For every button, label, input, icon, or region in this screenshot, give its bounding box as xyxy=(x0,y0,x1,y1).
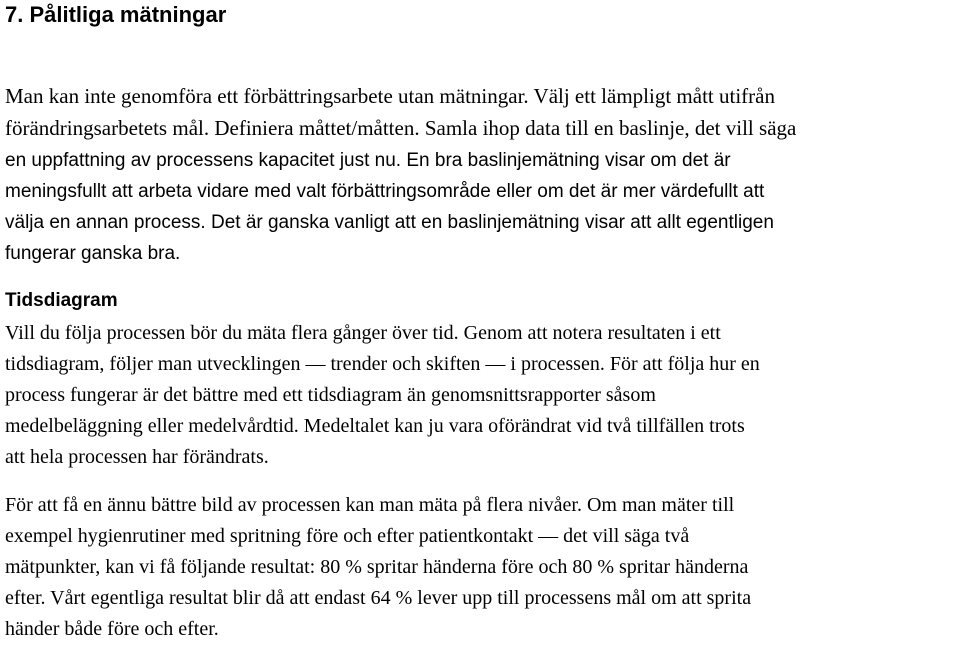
intro-paragraph xyxy=(5,81,955,269)
levels-line: För att få en ännu bättre bild av processen kan man mäta på flera nivåer. Om man mäter till xyxy=(5,494,735,516)
intro-line xyxy=(5,145,955,176)
intro-text: fungerar ganska bra. xyxy=(5,243,181,264)
intro-text: meningsfullt att arbeta vidare med valt förbättringsområde eller om det är mer värdefullt att xyxy=(5,181,765,202)
intro-line xyxy=(5,113,955,145)
timeline-line: tidsdiagram, följer man utvecklingen — trender och skiften — i processen. För att följa hur en xyxy=(5,353,760,375)
intro-line xyxy=(5,207,955,238)
levels-line: händer både före och efter. xyxy=(5,618,219,640)
section-heading: 7. Pålitliga mätningar xyxy=(5,2,227,27)
intro-text: Man kan inte genomföra ett förbättringsarbete utan mätningar. Välj ett lämpligt mått utifrån xyxy=(5,84,775,108)
intro-text: En bra baslinjemätning visar om det är xyxy=(406,150,731,171)
levels-line: exempel hygienrutiner med spritning före och efter patientkontakt — det vill säga två xyxy=(5,525,690,547)
intro-line xyxy=(5,81,955,113)
timeline-paragraph xyxy=(5,318,955,473)
intro-line xyxy=(5,176,955,207)
levels-line: mätpunkter, kan vi få följande resultat: 80 % spritar händerna före och 80 % spritar händerna xyxy=(5,556,749,578)
intro-text: förändringsarbetets mål. Definiera måttet/måtten. Samla ihop data till en baslinje, det vill säga xyxy=(5,116,797,140)
levels-paragraph xyxy=(5,490,955,645)
timeline-line: Vill du följa processen bör du mäta flera gånger över tid. Genom att notera resultaten i ett xyxy=(5,322,721,344)
timeline-heading: Tidsdiagram xyxy=(5,290,118,311)
intro-line xyxy=(5,238,955,269)
timeline-line: process fungerar är det bättre med ett tidsdiagram än genomsnittsrapporter såsom xyxy=(5,384,656,406)
intro-text: Det är ganska vanligt att en baslinjemätning visar att allt egentligen xyxy=(210,212,774,233)
intro-text: välja en annan process. xyxy=(5,212,211,233)
levels-line: efter. Vårt egentliga resultat blir då att endast 64 % lever upp till processens mål om att sprita xyxy=(5,587,752,609)
timeline-line: att hela processen har förändrats. xyxy=(5,446,269,468)
timeline-line: medelbeläggning eller medelvårdtid. Medeltalet kan ju vara oförändrat vid två tillfällen trots xyxy=(5,415,745,437)
intro-text: en uppfattning av processens kapacitet just nu. xyxy=(5,150,407,171)
